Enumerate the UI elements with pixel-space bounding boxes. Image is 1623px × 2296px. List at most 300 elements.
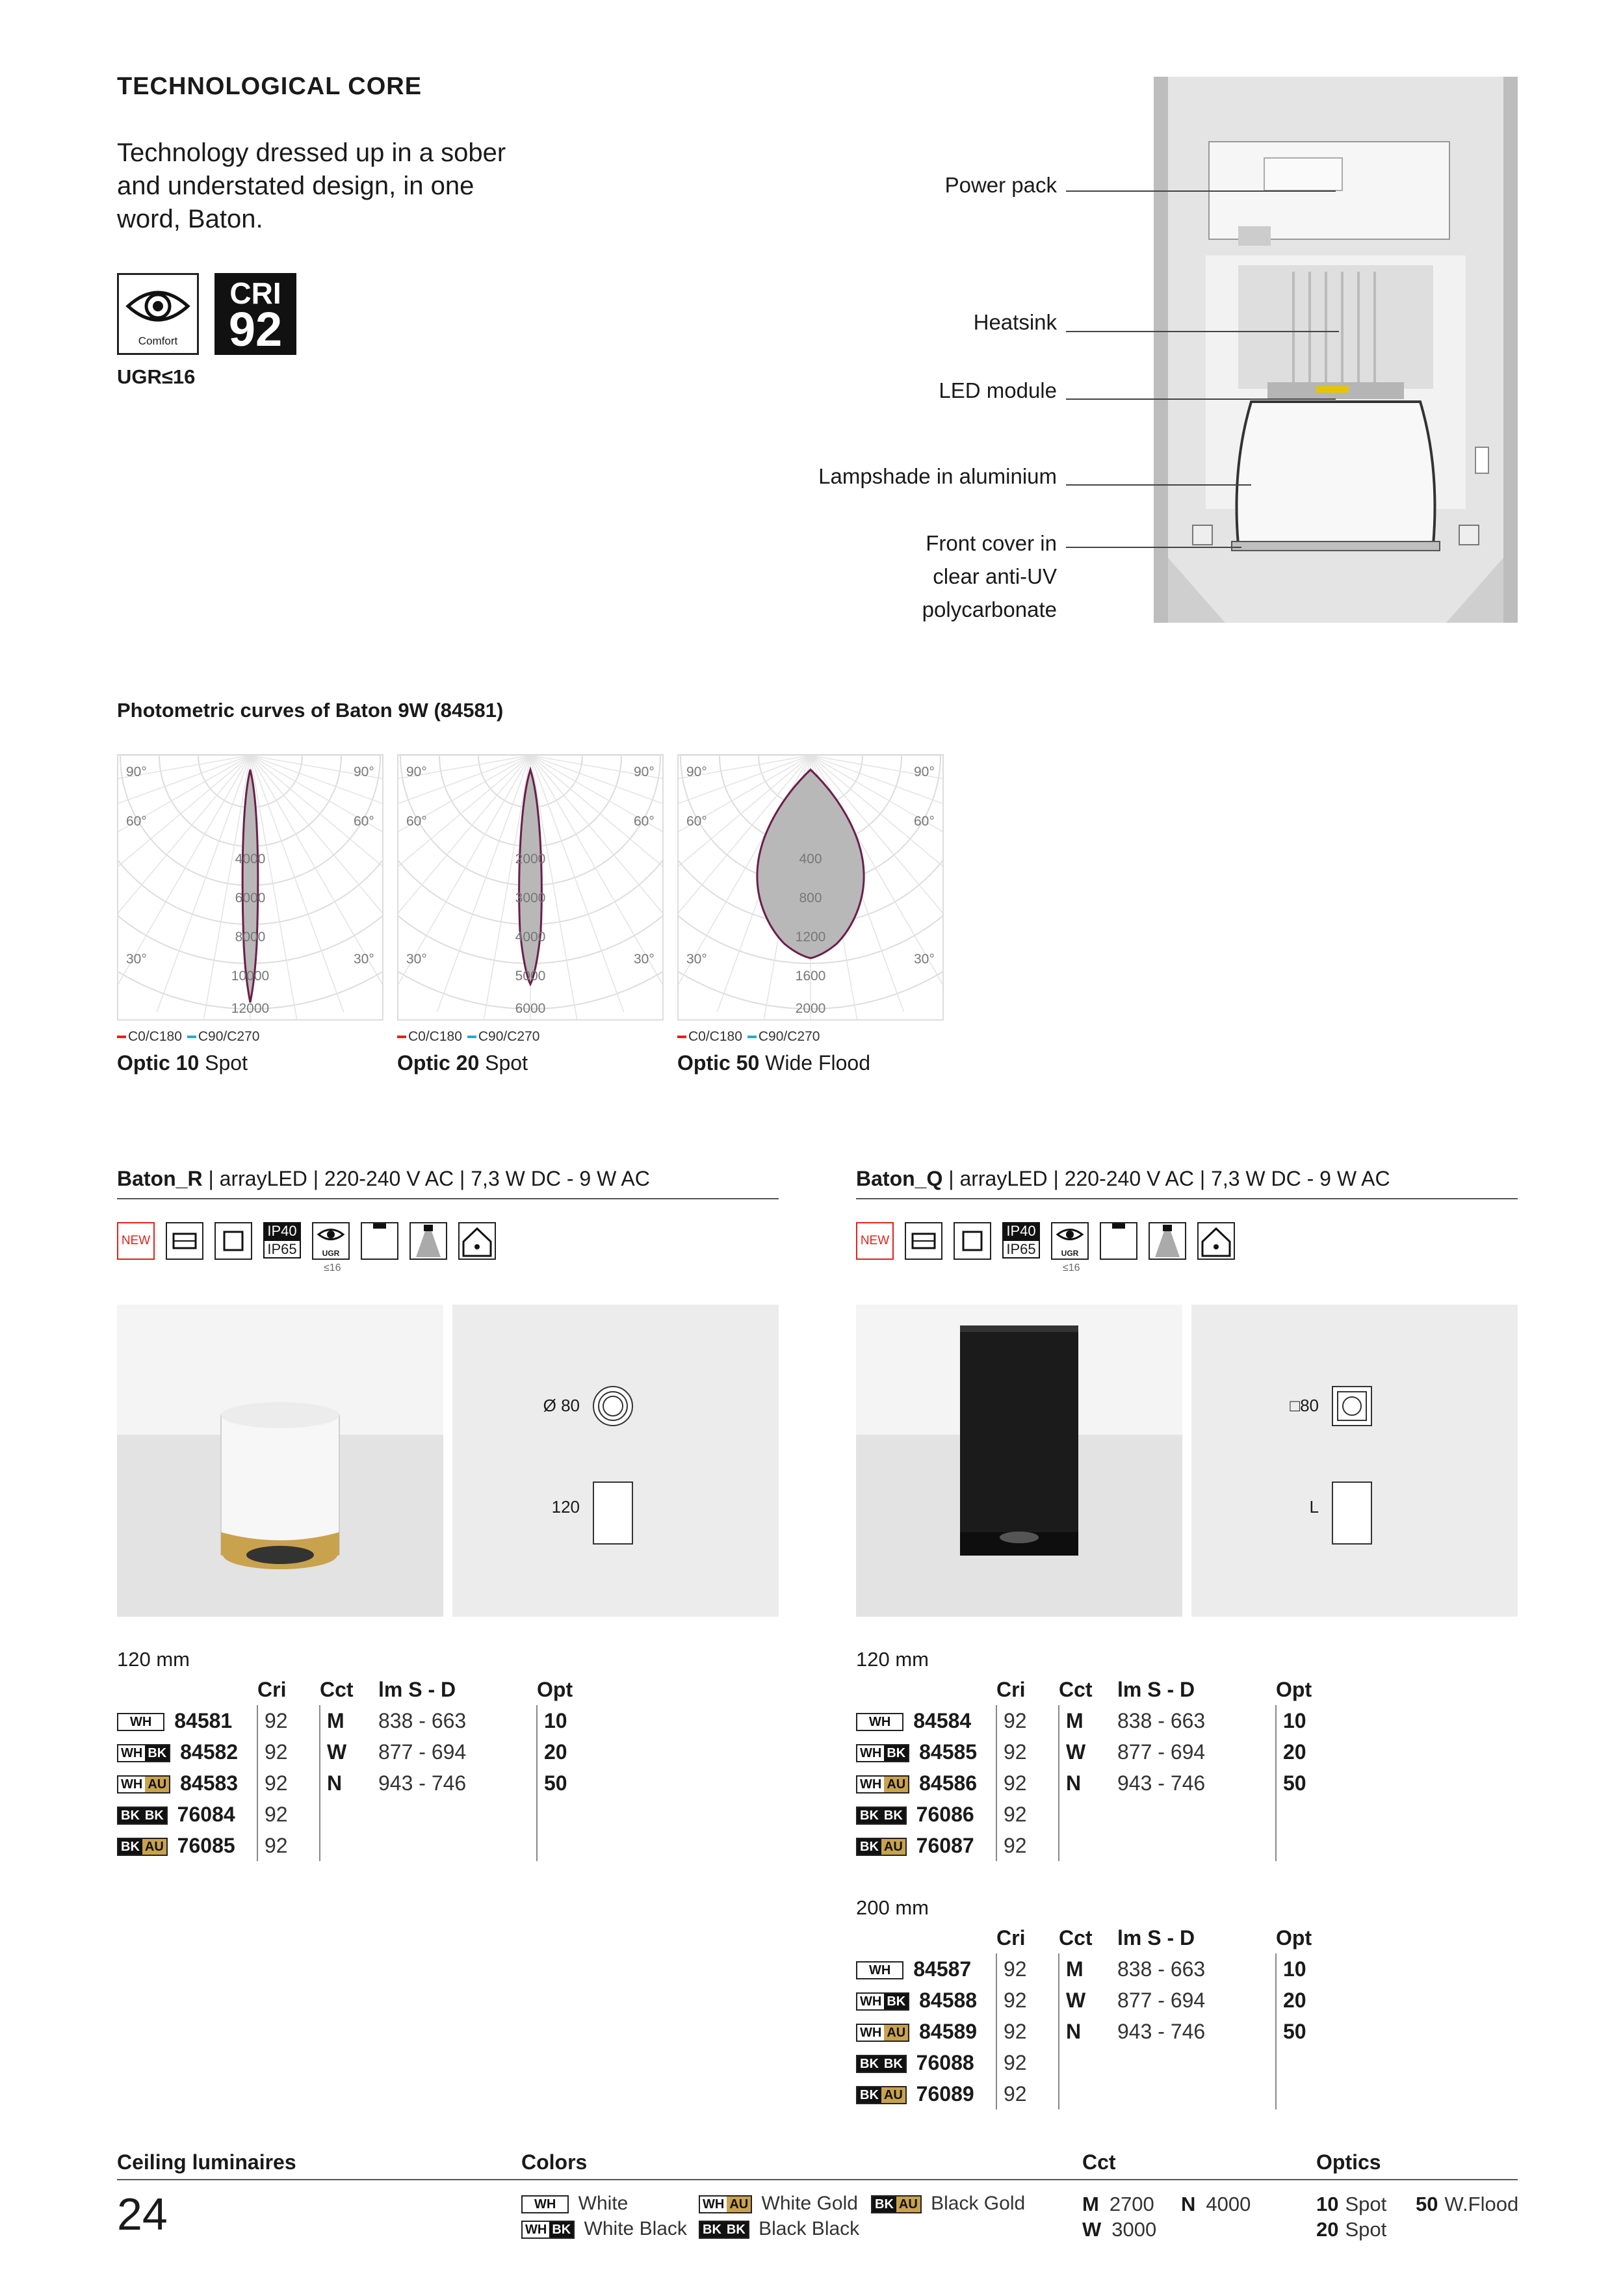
angle-label: 30° [686, 952, 707, 967]
column-header: Cri [996, 1925, 1026, 1950]
cri-badge: CRI 92 [214, 273, 296, 355]
optic-type: Wide Flood [759, 1051, 870, 1075]
legend-red-swatch [397, 1036, 406, 1038]
polar-chart-3 [677, 754, 944, 1021]
cri-cell: 92 [996, 2047, 1059, 2078]
optic-code: 10 [1316, 2193, 1339, 2215]
table-header [856, 1922, 1354, 1953]
cri-cell: 92 [996, 1705, 1059, 1736]
chip-bk: BK [881, 2056, 905, 2072]
cri-cell: 92 [257, 1830, 320, 1861]
ugr-text: UGR [1061, 1249, 1079, 1258]
chip-bk: BK [857, 1839, 881, 1855]
chip-bk: BK [724, 2222, 748, 2237]
article-cell [856, 1799, 996, 1830]
table-row [117, 1830, 615, 1861]
intro-text: Technology dressed up in a sober and understated design, in one word, Baton. [117, 138, 506, 233]
color-name: Black Black [753, 2218, 860, 2239]
product-table [856, 1922, 1354, 2109]
polar-legend [397, 1029, 539, 1045]
color-legend-item [871, 2193, 1025, 2215]
angle-label: 60° [914, 814, 935, 829]
article-cell [856, 2016, 996, 2047]
column-header: Opt [1276, 1677, 1312, 1701]
ring-label: 8000 [235, 930, 266, 945]
product-table [856, 1674, 1354, 1861]
legend-red-label: C0/C180 [128, 1029, 182, 1044]
indoor-icon [458, 1222, 496, 1260]
ceiling-mount-icon [905, 1222, 942, 1260]
optic-cell [537, 1830, 615, 1861]
chip-wh: WH [523, 2222, 549, 2237]
article-cell [117, 1830, 257, 1861]
round-top-view [592, 1381, 670, 1550]
optic-number: Optic 10 [117, 1051, 200, 1075]
color-chip [856, 2024, 909, 2042]
article-code: 84588 [913, 1988, 978, 2012]
lumen-cell: 943 - 746 [1117, 1771, 1206, 1795]
angle-label: 90° [126, 764, 147, 779]
legend-red-label: C0/C180 [408, 1029, 462, 1044]
product-table [117, 1674, 615, 1861]
chip-wh: WH [857, 1714, 902, 1730]
ring-label: 4000 [235, 852, 266, 867]
color-name: Black Gold [925, 2193, 1026, 2214]
color-chip [856, 1961, 903, 1979]
column-header: lm S - D [1117, 1677, 1195, 1701]
chip-au: AU [884, 1777, 908, 1792]
column-header: Opt [537, 1677, 573, 1701]
column-header: Cct [320, 1677, 354, 1701]
cct-cell [1059, 2078, 1117, 2109]
chip-bk: BK [857, 2087, 881, 2103]
comfort-badge [117, 273, 199, 355]
column-header: Cct [1059, 1677, 1093, 1701]
angle-label: 60° [354, 814, 374, 829]
article-cell [856, 1830, 996, 1861]
polar-chart-2 [397, 754, 664, 1021]
angle-label: 30° [126, 952, 147, 967]
article-code: 76086 [910, 1802, 974, 1826]
color-chip [117, 1713, 164, 1731]
optics-title: Optics [1316, 2150, 1381, 2174]
article-code: 84586 [913, 1771, 978, 1795]
polar-curve [242, 770, 258, 1002]
beam-icon [1149, 1222, 1186, 1260]
label-front-cover: Front cover in clear anti-UV polycarbonate [922, 531, 1057, 621]
color-chip [521, 2221, 575, 2239]
polar-grid [398, 755, 662, 1019]
article-cell [856, 1705, 996, 1736]
column-header: Opt [1276, 1925, 1312, 1950]
optics-legend-item [1316, 2193, 1386, 2216]
chip-au: AU [145, 1777, 169, 1792]
color-chip [117, 1807, 168, 1825]
color-chip [117, 1775, 170, 1794]
cri-cell: 92 [996, 1953, 1059, 1985]
optic-type: Spot [479, 1051, 528, 1075]
down-light-icon [361, 1222, 398, 1260]
eye-icon [1052, 1223, 1087, 1246]
eye-icon [313, 1223, 348, 1246]
optic-number: Optic 20 [397, 1051, 480, 1075]
product-title [856, 1167, 1390, 1191]
cct-code: N [1181, 2193, 1196, 2215]
chip-bk: BK [881, 1808, 905, 1823]
polar-grid [118, 755, 382, 1019]
cri-cell: 92 [996, 2078, 1059, 2109]
angle-label: 30° [634, 952, 655, 967]
polar-legend [677, 1029, 820, 1045]
angle-label: 30° [914, 952, 935, 967]
article-code: 84581 [168, 1708, 233, 1732]
legend-blue-label: C90/C270 [198, 1029, 260, 1044]
legend-blue-swatch [187, 1036, 196, 1038]
table-row [856, 1768, 1354, 1799]
ring-label: 3000 [515, 891, 546, 906]
article-code: 76085 [171, 1833, 235, 1857]
lumen-cell: 943 - 746 [378, 1771, 467, 1795]
angle-label: 90° [406, 764, 427, 779]
optics-legend-item [1316, 2218, 1386, 2241]
table-header [117, 1674, 615, 1705]
color-chip [856, 1744, 909, 1762]
page-title: TECHNOLOGICAL CORE [117, 73, 422, 100]
article-cell [856, 2078, 996, 2109]
article-code: 84583 [174, 1771, 239, 1795]
optic-label [117, 1051, 248, 1075]
chip-wh: WH [523, 2197, 567, 2212]
chip-wh: WH [857, 1994, 884, 2009]
label-power-pack: Power pack [944, 173, 1057, 197]
optic-cell [1276, 1830, 1354, 1861]
chip-au: AU [727, 2197, 751, 2212]
article-cell [117, 1799, 257, 1830]
optic-label [397, 1051, 528, 1075]
cri-cell: 92 [996, 1736, 1059, 1768]
ip-icon [263, 1222, 301, 1260]
surface-icon [954, 1222, 991, 1260]
color-chip [856, 1807, 907, 1825]
column-header: Cri [996, 1677, 1026, 1701]
lumen-cell [1117, 1799, 1276, 1830]
cct-title: Cct [1082, 2150, 1116, 2174]
cct-cell: M [1059, 1705, 1117, 1736]
table-row [856, 1985, 1354, 2016]
cri-cell: 92 [257, 1799, 320, 1830]
cct-cell [1059, 1799, 1117, 1830]
cct-code: M [1082, 2193, 1099, 2215]
ip-top: IP40 [263, 1222, 301, 1240]
dim-diameter-label: Ø 80 [543, 1396, 580, 1415]
length-label: 120 mm [117, 1648, 190, 1671]
optic-value: Spot [1345, 2218, 1387, 2241]
ring-label: 400 [799, 852, 822, 867]
cri-cell: 92 [996, 1799, 1059, 1830]
color-chip [871, 2195, 922, 2213]
cct-code: W [1082, 2218, 1102, 2241]
angle-label: 60° [406, 814, 427, 829]
footer-section: Ceiling luminaires [117, 2150, 296, 2174]
optic-cell: 20 [537, 1736, 615, 1768]
chip-au: AU [881, 2087, 905, 2103]
color-chip [856, 2055, 907, 2073]
label-lampshade: Lampshade in aluminium [818, 464, 1057, 488]
chip-bk: BK [857, 2056, 881, 2072]
optics-legend-item [1416, 2193, 1518, 2216]
table-row [117, 1736, 615, 1768]
down-light-icon [1100, 1222, 1137, 1260]
ring-label: 10000 [231, 969, 270, 984]
ring-label: 2000 [795, 1001, 826, 1016]
ring-label: 6000 [515, 1001, 546, 1016]
table-row [856, 2016, 1354, 2047]
column-header: lm S - D [378, 1677, 456, 1701]
chip-bk: BK [872, 2197, 896, 2212]
dimension-drawing [452, 1305, 779, 1617]
color-legend-item [521, 2218, 687, 2240]
optic-type: Spot [199, 1051, 248, 1075]
chip-bk: BK [700, 2222, 724, 2237]
length-label: 200 mm [856, 1896, 929, 1919]
article-cell [856, 1768, 996, 1799]
chip-bk: BK [884, 1994, 908, 2009]
optic-number: Optic 50 [677, 1051, 760, 1075]
ring-label: 1200 [795, 930, 826, 945]
comfort-label: Comfort [138, 335, 178, 347]
polar-legend [117, 1029, 259, 1045]
table-row [117, 1705, 615, 1736]
color-name: White Black [578, 2218, 687, 2239]
lumen-cell [378, 1830, 537, 1861]
lumen-cell [1117, 1830, 1276, 1861]
ring-label: 800 [799, 891, 822, 906]
color-chip [856, 1713, 903, 1731]
table-row [856, 1799, 1354, 1830]
new-badge: NEW [856, 1222, 894, 1260]
dim-height-label: L [1309, 1497, 1319, 1517]
product-name: Baton_R [117, 1167, 203, 1190]
article-cell [856, 1953, 996, 1985]
article-cell [117, 1705, 257, 1736]
product-title [117, 1167, 650, 1191]
dim-height-label: 120 [551, 1497, 580, 1517]
article-code: 76084 [171, 1802, 235, 1826]
cri-cell: 92 [996, 2016, 1059, 2047]
colors-title: Colors [521, 2150, 588, 2174]
new-badge: NEW [117, 1222, 155, 1260]
color-legend-item [699, 2193, 858, 2215]
angle-label: 90° [634, 764, 655, 779]
page-number: 24 [117, 2189, 168, 2239]
angle-label: 30° [354, 952, 374, 967]
cct-cell: M [1059, 1953, 1117, 1985]
article-cell [856, 1985, 996, 2016]
ceiling-mount-icon [166, 1222, 203, 1260]
color-legend-item [699, 2218, 859, 2240]
legend-blue-label: C90/C270 [758, 1029, 820, 1044]
optic-cell: 10 [1276, 1953, 1354, 1985]
table-row [856, 2078, 1354, 2109]
chip-wh: WH [857, 1745, 884, 1761]
angle-label: 90° [686, 764, 707, 779]
table-row [117, 1799, 615, 1830]
cct-cell [1059, 2047, 1117, 2078]
product-spec: | arrayLED | 220-240 V AC | 7,3 W DC - 9 W AC [202, 1167, 650, 1190]
optic-cell: 50 [1276, 2016, 1354, 2047]
cct-cell: N [1059, 1768, 1117, 1799]
photometric-title: Photometric curves of Baton 9W (84581) [117, 699, 504, 722]
optic-code: 50 [1416, 2193, 1438, 2215]
cri-cell: 92 [996, 1830, 1059, 1861]
ring-label: 4000 [515, 930, 546, 945]
color-chip [856, 1838, 907, 1856]
color-name: White Gold [756, 2193, 858, 2214]
legend-blue-swatch [467, 1036, 476, 1038]
angle-label: 90° [914, 764, 935, 779]
color-legend-item [521, 2193, 628, 2215]
product-photo [117, 1305, 443, 1617]
lumen-cell: 838 - 663 [1117, 1957, 1206, 1981]
product-photo [856, 1305, 1182, 1617]
chip-wh: WH [118, 1745, 145, 1761]
cct-cell: M [320, 1705, 378, 1736]
article-cell [117, 1736, 257, 1768]
footer-divider [117, 2179, 1518, 2180]
eye-icon [119, 279, 197, 337]
dim-diameter-label: □80 [1290, 1396, 1319, 1415]
chip-wh: WH [857, 1963, 902, 1978]
cct-cell [1059, 1830, 1117, 1861]
optic-cell: 50 [1276, 1768, 1354, 1799]
column-header: Cri [257, 1677, 287, 1701]
ugr-icon [312, 1222, 350, 1260]
optic-label [677, 1051, 870, 1075]
chip-wh: WH [700, 2197, 727, 2212]
article-code: 84582 [174, 1740, 239, 1764]
ring-label: 2000 [515, 852, 546, 867]
square-luminaire-image [856, 1305, 1182, 1617]
optic-cell: 10 [1276, 1705, 1354, 1736]
ip-bottom: IP65 [263, 1240, 301, 1259]
angle-label: 90° [354, 764, 374, 779]
lumen-cell: 877 - 694 [1117, 1740, 1206, 1764]
chip-au: AU [896, 2197, 920, 2212]
ring-label: 12000 [231, 1001, 270, 1016]
color-chip [699, 2195, 752, 2213]
chip-bk: BK [857, 1808, 881, 1823]
product-spec: | arrayLED | 220-240 V AC | 7,3 W DC - 9 W AC [942, 1167, 1390, 1190]
color-chip [856, 1775, 909, 1794]
product-title-rule [856, 1198, 1518, 1199]
chip-wh: WH [118, 1714, 163, 1730]
beam-icon [409, 1222, 447, 1260]
table-row [856, 1736, 1354, 1768]
cct-legend-item [1082, 2218, 1156, 2241]
chip-bk: BK [884, 1745, 908, 1761]
square-top-view [1331, 1381, 1409, 1550]
optic-cell [537, 1799, 615, 1830]
cct-value: 3000 [1111, 2218, 1157, 2241]
color-chip [856, 2086, 907, 2104]
cct-cell: W [320, 1736, 378, 1768]
optic-cell: 20 [1276, 1985, 1354, 2016]
ip-bottom: IP65 [1002, 1240, 1040, 1259]
cct-cell: N [320, 1768, 378, 1799]
chip-bk: BK [118, 1839, 142, 1855]
lumen-cell: 877 - 694 [1117, 1988, 1206, 2012]
table-header [856, 1674, 1354, 1705]
cri-cell: 92 [257, 1705, 320, 1736]
product-title-rule [117, 1198, 779, 1199]
article-code: 84587 [907, 1957, 972, 1981]
callout-lines [1066, 176, 1345, 553]
article-code: 76089 [910, 2081, 974, 2106]
color-chip [856, 1992, 909, 2011]
optic-value: W.Flood [1444, 2193, 1519, 2215]
cct-cell: W [1059, 1985, 1117, 2016]
ugr-label: UGR≤16 [117, 365, 196, 388]
legend-red-label: C0/C180 [688, 1029, 742, 1044]
table-row [117, 1768, 615, 1799]
optic-cell: 20 [1276, 1736, 1354, 1768]
optic-code: 20 [1316, 2218, 1339, 2241]
surface-icon [214, 1222, 252, 1260]
polar-grid [679, 755, 942, 1019]
angle-label: 60° [686, 814, 707, 829]
chip-bk: BK [145, 1745, 169, 1761]
cct-cell: W [1059, 1736, 1117, 1768]
table-row [856, 1830, 1354, 1861]
label-heatsink: Heatsink [973, 310, 1057, 334]
article-code: 76087 [910, 1833, 974, 1857]
ring-label: 1600 [795, 969, 826, 984]
round-luminaire-image [117, 1305, 443, 1617]
cri-cell: 92 [996, 1768, 1059, 1799]
legend-blue-label: C90/C270 [478, 1029, 540, 1044]
angle-label: 60° [126, 814, 147, 829]
optic-cell: 50 [537, 1768, 615, 1799]
label-led-module: LED module [939, 378, 1057, 402]
article-code: 76088 [910, 2050, 974, 2074]
color-chip [117, 1838, 168, 1856]
lumen-cell [1117, 2078, 1276, 2109]
cct-legend-item [1082, 2193, 1154, 2216]
dimension-drawing [1191, 1305, 1518, 1617]
article-cell [117, 1768, 257, 1799]
article-cell [856, 1736, 996, 1768]
optic-value: Spot [1345, 2193, 1387, 2215]
optic-cell [1276, 2047, 1354, 2078]
color-chip [521, 2195, 569, 2213]
optic-cell [1276, 1799, 1354, 1830]
lumen-cell: 877 - 694 [378, 1740, 467, 1764]
article-cell [856, 2047, 996, 2078]
polar-chart-1 [117, 754, 383, 1021]
chip-wh: WH [857, 1777, 884, 1792]
cct-cell [320, 1799, 378, 1830]
ugr-icon [1051, 1222, 1089, 1260]
table-row [856, 1953, 1354, 1985]
ip-icon [1002, 1222, 1040, 1260]
cct-cell [320, 1830, 378, 1861]
chip-au: AU [881, 1839, 905, 1855]
article-code: 84584 [907, 1708, 972, 1732]
lumen-cell [1117, 2047, 1276, 2078]
legend-red-swatch [117, 1036, 126, 1038]
color-name: White [573, 2193, 629, 2214]
optic-cell [1276, 2078, 1354, 2109]
